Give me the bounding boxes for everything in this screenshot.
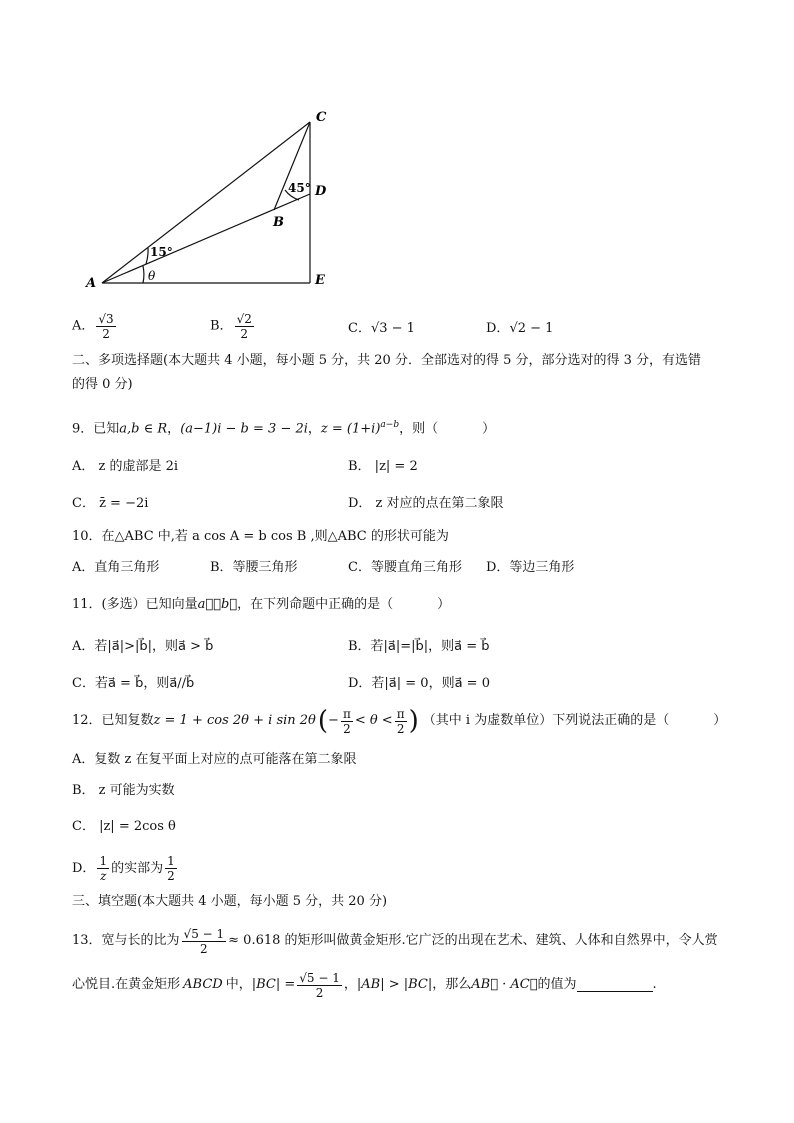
q9-option-d[interactable]: D． z 对应的点在第二象限 <box>348 496 504 511</box>
q11-option-d[interactable]: D．若|a⃗| = 0，则a⃗ = 0 <box>348 676 490 691</box>
segment-ad <box>102 194 310 283</box>
q8-option-a[interactable]: A． $\frac{√3}{2}$ <box>72 312 114 341</box>
q10-option-b[interactable]: B．等腰三角形 <box>210 560 298 575</box>
q13-line2: 心悦目.在黄金矩形 ABCD 中， |BC| = $\frac{√5 - 1}{2}$ ， |AB| > |BC| ，那么 AB⃗ · AC⃗ 的值为 . <box>72 970 657 1000</box>
section2-heading-line1: 二、多项选择题(本大题共 4 小题，每小题 5 分，共 20 分．全部选对的得 5 分，部分选对的得 3 分，有选错 <box>72 353 702 368</box>
label-c: C <box>316 110 327 125</box>
q13-answer-blank[interactable] <box>577 979 653 992</box>
q9-option-c[interactable]: C． z̄ = −2i <box>72 496 149 511</box>
section2-heading-line2: 的得 0 分) <box>72 377 133 392</box>
label-a: A <box>86 276 97 291</box>
q11-option-b[interactable]: B．若|a⃗|=|b⃗|，则a⃗ = b⃗ <box>348 639 490 654</box>
label-e: E <box>315 273 325 288</box>
q8-option-c[interactable]: C．√3 − 1 <box>348 321 415 336</box>
q11-option-c[interactable]: C．若a⃗ = b⃗，则a⃗//b⃗ <box>72 676 195 691</box>
triangle-figure <box>80 105 340 295</box>
label-d: D <box>315 184 327 199</box>
label-45: 45° <box>288 181 311 195</box>
q11-stem: 11．(多选）已知向量a⃗，b⃗，在下列命题中正确的是（ ） <box>72 597 451 612</box>
q10-stem: 10．在△ABC 中,若 a cos A = b cos B ,则△ABC 的形状可能为 <box>72 529 449 544</box>
q9-option-b[interactable]: B． |z| = 2 <box>348 459 418 474</box>
q9-stem: 9．已知a,b ∈ R，(a−1)i − b = 3 − 2i，$z = (1+i)^{a-b}$，则（ ） <box>72 420 496 437</box>
angle-arc-theta <box>143 266 144 283</box>
q12-option-a[interactable]: A．复数 z 在复平面上对应的点可能落在第二象限 <box>72 752 357 767</box>
q12-option-b[interactable]: B． z 可能为实数 <box>72 783 175 798</box>
q12-option-d[interactable]: D． $\frac{1}{z}$ 的实部为 $\frac{1}{2}$ <box>72 854 175 883</box>
section3-heading: 三、填空题(本大题共 4 小题，每小题 5 分，共 20 分) <box>72 894 388 909</box>
q9-option-a[interactable]: A． z 的虚部是 2i <box>72 459 179 474</box>
label-15: 15° <box>150 245 173 259</box>
q11-option-a[interactable]: A．若|a⃗|>|b⃗|，则a⃗ > b⃗ <box>72 639 214 654</box>
q12-stem: 12．已知复数 z = 1 + cos 2θ + i sin 2θ ( − $\frac{\pi}{2}$ < θ < $\frac{\pi}{2}$ ) （其中 i 为虚数单位）下列说法正确的是（ ） <box>72 706 727 736</box>
q10-option-c[interactable]: C．等腰直角三角形 <box>348 560 462 575</box>
q10-option-a[interactable]: A．直角三角形 <box>72 560 160 575</box>
segment-ac <box>102 122 310 283</box>
label-theta: θ <box>148 269 156 283</box>
angle-arc-15 <box>146 248 148 264</box>
label-b: B <box>273 215 284 230</box>
q13-line1: 13．宽与长的比为 $\frac{√5 - 1}{2}$ ≈ 0.618 的矩形叫做黄金矩形.它广泛的出现在艺术、建筑、人体和自然界中，令人赏 <box>72 926 718 956</box>
q8-option-b[interactable]: B． $\frac{√2}{2}$ <box>210 312 252 341</box>
q8-option-d[interactable]: D．√2 − 1 <box>486 321 554 336</box>
q10-option-d[interactable]: D．等边三角形 <box>486 560 575 575</box>
q12-option-c[interactable]: C． |z| = 2cos θ <box>72 819 176 834</box>
